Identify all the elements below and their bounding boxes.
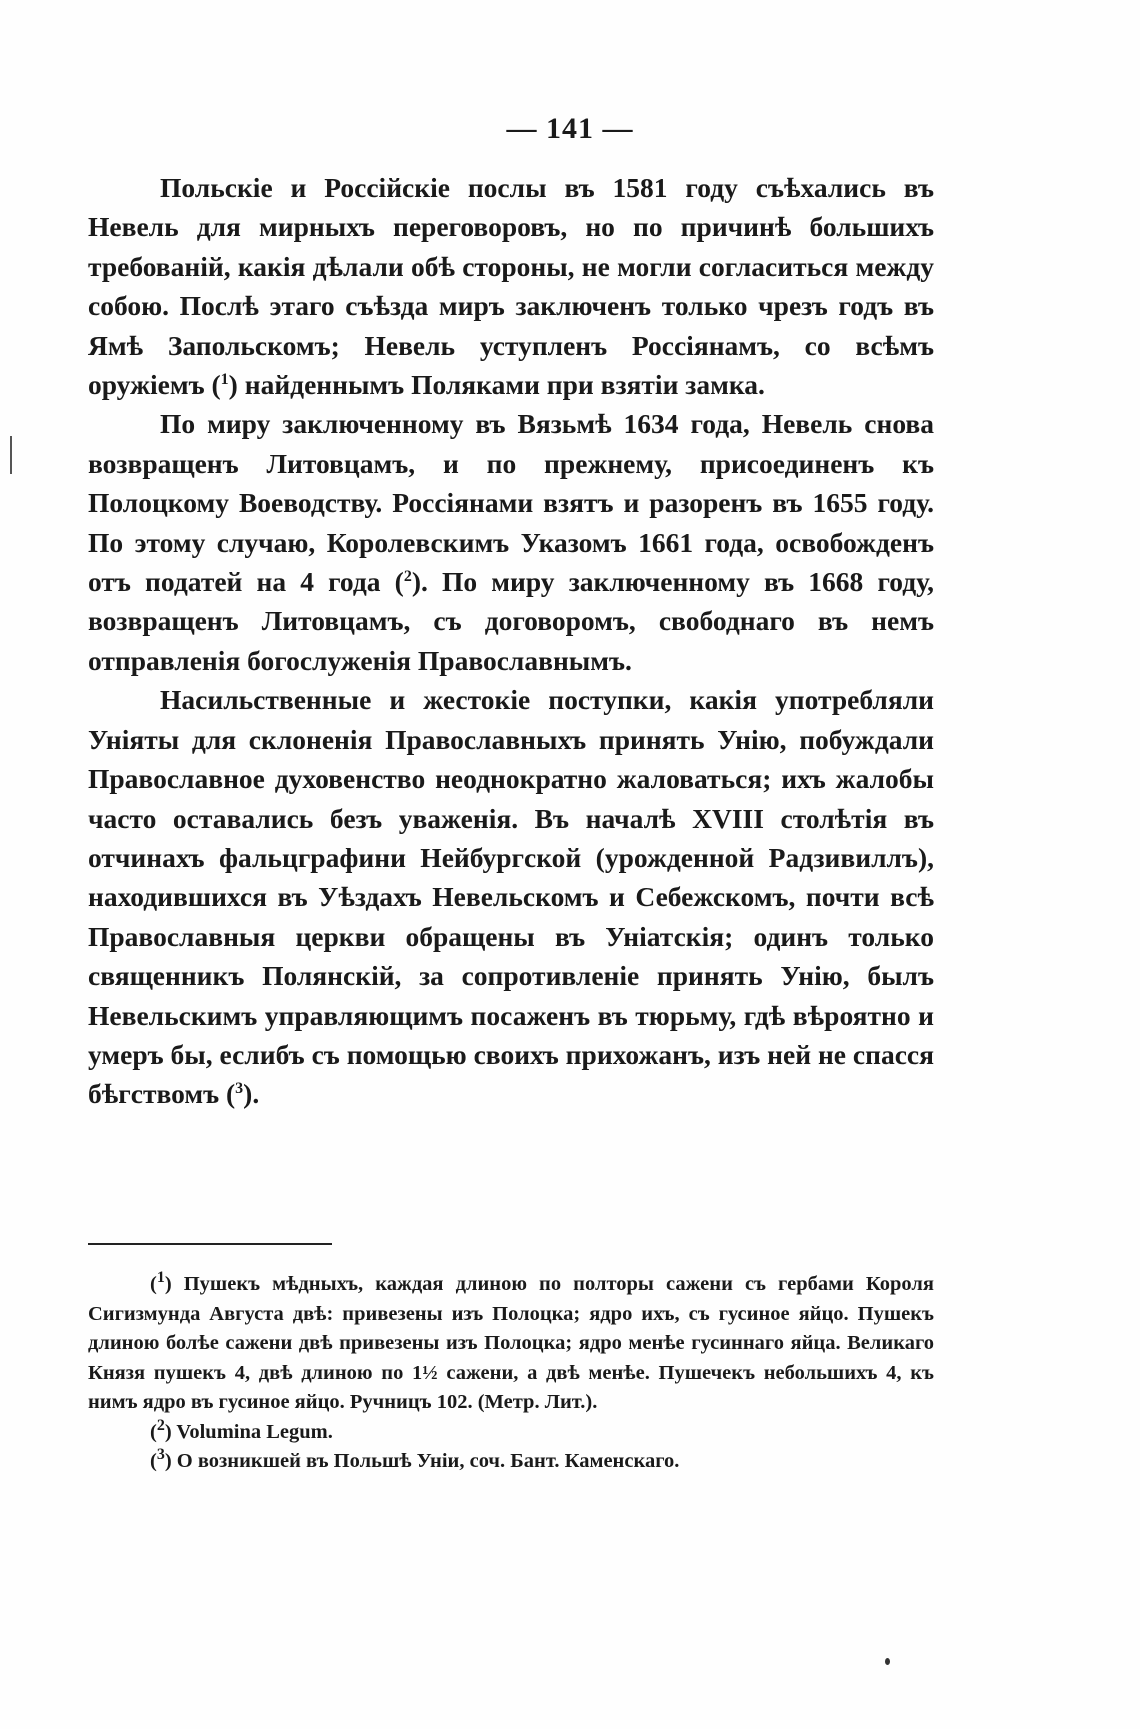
footnote-mark-2: 2 <box>156 1416 165 1434</box>
margin-mark <box>10 436 12 474</box>
footnotes <box>88 1270 934 1477</box>
footnote-ref-2[interactable]: 2 <box>403 567 412 585</box>
paragraph-2: По миру заключенному въ Вязьмѣ 1634 года, Невель снова возвращенъ Литовцамъ, и по прежнему, присоединенъ къ Полоцкому Воеводству. Россіянами взятъ и разоренъ въ 1655 году. По этому случаю, Королевскимъ Указомъ 1661 года, освобожденъ отъ податей на 4 года ($^2$). По миру заключенному въ 1668 году, возвращенъ Литовцамъ, съ договоромъ, свободнаго въ немъ отправленія богослуженія Православнымъ. <box>88 408 934 676</box>
page-number: — 141 — <box>506 112 634 145</box>
footnote-ref-1[interactable]: 1 <box>220 370 229 388</box>
paragraph-3: Насильственные и жестокіе поступки, какія употребляли Уніяты для склоненія Православныхъ принять Унію, побуждали Православное духовенство неоднократно жаловаться; ихъ жалобы часто оставались безъ уваженія. Въ началѣ XVIII столѣтія въ отчинахъ фальцграфини Нейбургской (урожденной Радзивиллъ), находившихся въ Уѣздахъ Невельскомъ и Себежскомъ, почти всѣ Православныя церкви обращены въ Уніатскія; одинъ только священникъ Полянскій, за сопротивленіе принять Унію, былъ Невельскимъ управляющимъ посаженъ въ тюрьму, гдѣ вѣроятно и умеръ бы, еслибъ съ помощью своихъ прихожанъ, изъ ней не спасся бѣгствомъ ($^3$). <box>88 684 934 1110</box>
paragraph-1: Польскіе и Россійскіе послы въ 1581 году съѣхались въ Невель для мирныхъ переговоровъ, но по причинѣ большихъ требованій, какія дѣлали обѣ стороны, не могли согласиться между собою. Послѣ этаго съѣзда миръ заключенъ только чрезъ годъ въ Ямѣ Запольскомъ; Невель уступленъ Россіянамъ, со всѣмъ оружіемъ ($^1$) найденнымъ Поляками при взятіи замка. <box>88 172 934 401</box>
main-text <box>88 168 934 1114</box>
footnote-mark-1: 1 <box>156 1269 165 1287</box>
footnote-mark-3: 3 <box>156 1446 165 1464</box>
footnote-1: ($^1$) Пушекъ мѣдныхъ, каждая длиною по полторы сажени съ гербами Короля Сигизмунда Августа двѣ: привезены изъ Полоцка; ядро ихъ, съ гусиное яйцо. Пушекъ длиною болѣе сажени двѣ привезены изъ Полоцка; ядро менѣе гусиннаго яйца. Великаго Князя пушекъ 4, двѣ длиною по 1½ сажени, а двѣ менѣе. Пушечекъ небольшихъ 4, къ нимъ ядро въ гусиное яйцо. Ручницъ 102. (Метр. Лит.). <box>88 1269 934 1413</box>
ink-speck <box>885 1658 890 1665</box>
footnote-ref-3[interactable]: 3 <box>235 1080 244 1098</box>
footnote-2: ($^2$) Volumina Legum. <box>150 1416 333 1443</box>
footnote-3: ($^3$) О возникшей въ Польшѣ Уніи, соч. Бант. Каменскаго. <box>150 1446 680 1472</box>
footnote-divider <box>88 1243 332 1245</box>
